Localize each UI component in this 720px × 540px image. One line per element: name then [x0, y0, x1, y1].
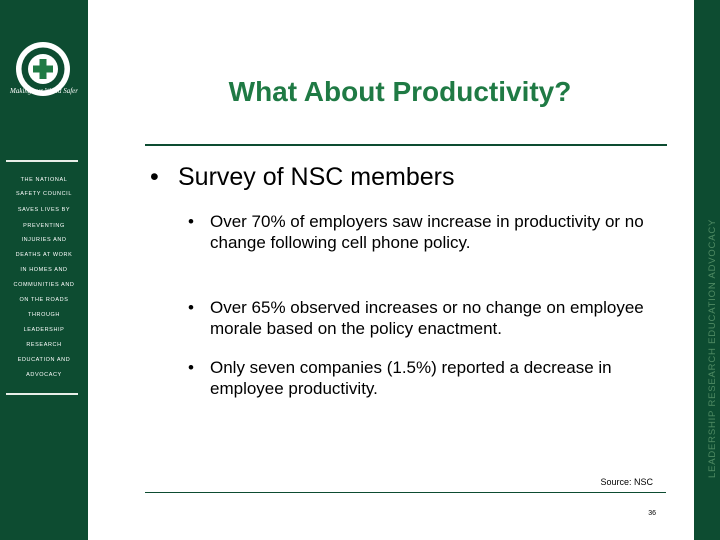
- mission-line: INJURIES AND: [21, 237, 67, 243]
- bullet-icon: •: [188, 298, 194, 317]
- sub-bullet-text: Only seven companies (1.5%) reported a decrease in employee productivity.: [210, 358, 612, 398]
- mission-line: ADVOCACY: [26, 372, 62, 378]
- mission-line: IN HOMES AND: [20, 267, 68, 273]
- mission-line: ON THE ROADS: [19, 297, 69, 303]
- logo-cross-horizontal: [33, 66, 53, 73]
- sub-bullet: [188, 357, 648, 399]
- footer-divider: [145, 492, 666, 493]
- mission-line: LEADERSHIP: [23, 327, 65, 333]
- mission-line: DEATHS AT WORK: [15, 252, 73, 258]
- sub-bullet: [188, 297, 648, 339]
- mission-line: SAFETY COUNCIL: [16, 191, 72, 197]
- main-bullet-text: Survey of NSC members: [178, 163, 455, 191]
- mission-line: COMMUNITIES AND: [13, 282, 75, 288]
- sidebar-divider-top: [6, 160, 78, 162]
- slide-title: What About Productivity?: [228, 76, 572, 107]
- sidebar: [0, 0, 88, 540]
- mission-line: THROUGH: [27, 312, 60, 318]
- main-bullet: [150, 163, 454, 192]
- right-strip-text: LEADERSHIP RESEARCH EDUCATION ADVOCACY: [707, 218, 718, 478]
- bullet-icon: •: [188, 212, 194, 231]
- mission-line: EDUCATION AND: [17, 357, 71, 363]
- sub-bullet-text: Over 65% observed increases or no change on employee morale based on the policy enactment.: [210, 298, 644, 338]
- sidebar-divider-bottom: [6, 393, 78, 395]
- sub-bullet: [188, 211, 648, 253]
- mission-line: PREVENTING: [23, 223, 65, 229]
- mission-line: RESEARCH: [26, 342, 62, 348]
- sub-bullet-text: Over 70% of employers saw increase in productivity or no change following cell phone policy.: [210, 212, 644, 252]
- mission-line: SAVES LIVES BY: [17, 207, 71, 213]
- source-note: Source: NSC: [600, 477, 653, 487]
- page-number: 36: [648, 510, 656, 517]
- bullet-icon: •: [188, 358, 194, 377]
- tagline: Making our World Safer: [10, 87, 78, 95]
- mission-line: THE NATIONAL: [20, 177, 68, 183]
- bullet-icon: •: [150, 163, 159, 191]
- title-divider: [145, 144, 667, 146]
